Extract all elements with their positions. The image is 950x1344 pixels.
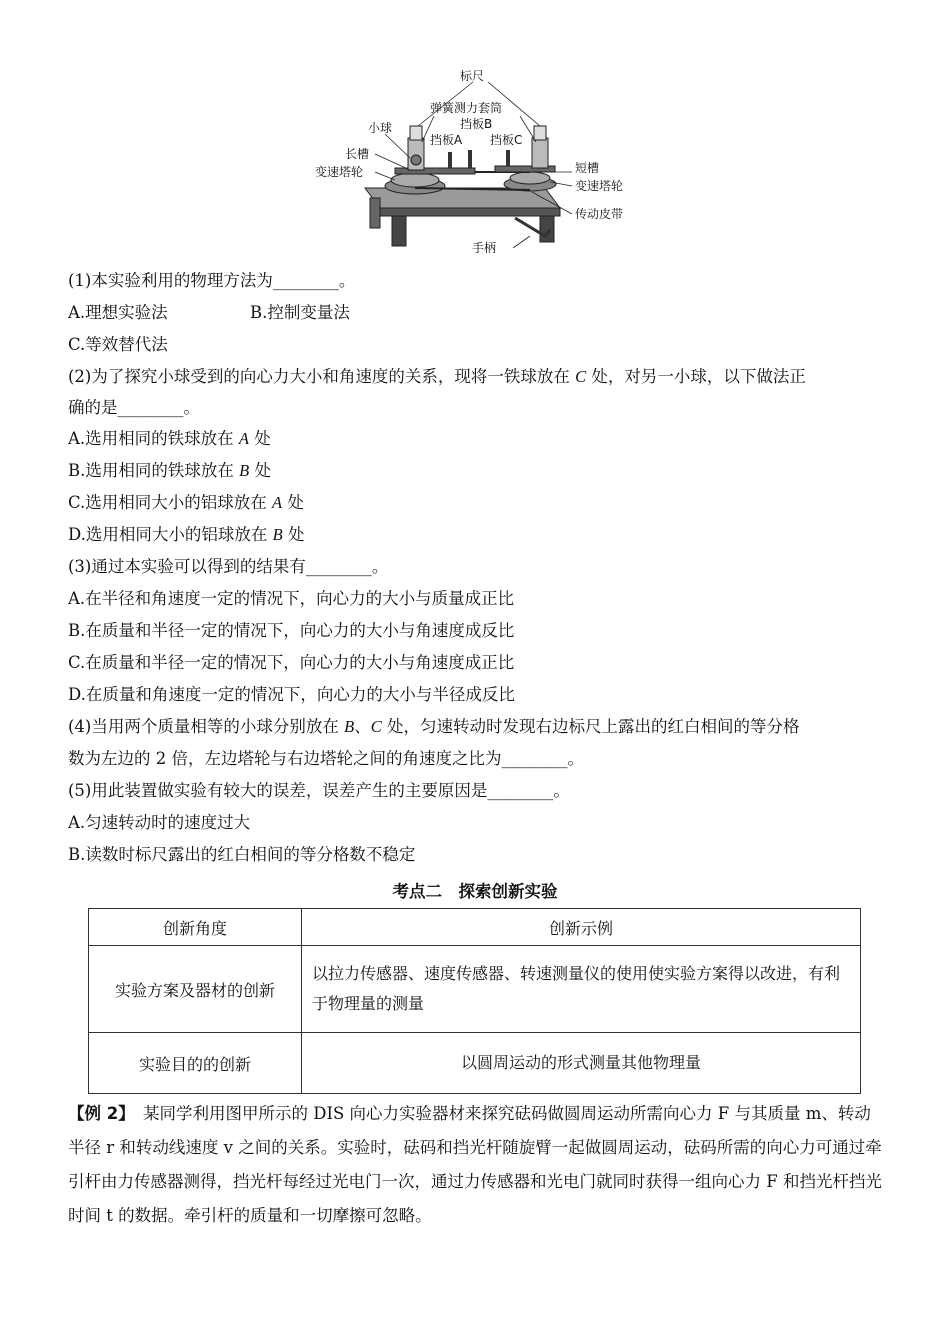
q3-option-d: D.在质量和角速度一定的情况下，向心力的大小与半径成反比 — [68, 685, 515, 704]
label-long-slot: 长槽 — [345, 147, 370, 161]
label-short-slot: 短槽 — [575, 161, 600, 175]
q1-option-b: B.控制变量法 — [250, 303, 350, 322]
innovation-table — [88, 908, 861, 1094]
q2-option-c: C.选用相同大小的铝球放在 A 处 — [68, 493, 304, 512]
label-plate-a: 挡板A — [430, 133, 463, 147]
label-crank: 手柄 — [472, 241, 497, 255]
table-cell-example: 以圆周运动的形式测量其他物理量 — [302, 1033, 861, 1094]
apparatus-diagram — [310, 68, 640, 258]
label-plate-b: 挡板B — [460, 117, 493, 131]
q3-option-c: C.在质量和半径一定的情况下，向心力的大小与角速度成正比 — [68, 653, 515, 672]
q2-stem-line1: (2)为了探究小球受到的向心力大小和角速度的关系，现将一铁球放在 C 处，对另一小球，以下做法正 — [68, 367, 806, 386]
q2-option-d: D.选用相同大小的铝球放在 B 处 — [68, 525, 305, 544]
table-header-example: 创新示例 — [302, 909, 861, 946]
label-ball: 小球 — [368, 121, 393, 135]
table-cell-example: 以拉力传感器、速度传感器、转速测量仪的使用使实验方案得以改进，有利于物理量的测量 — [302, 946, 861, 1033]
q5-option-b: B.读数时标尺露出的红白相间的等分格数不稳定 — [68, 845, 416, 864]
label-ruler: 标尺 — [460, 69, 485, 83]
table-header-row — [89, 909, 861, 946]
table-row — [89, 946, 861, 1033]
example2-tag: 【例 2】 — [68, 1104, 127, 1123]
table-header-angle: 创新角度 — [89, 909, 302, 946]
q3-stem: (3)通过本实验可以得到的结果有________。 — [68, 557, 389, 576]
section-title: 考点二 探索创新实验 — [392, 882, 558, 901]
label-pulley-left: 变速塔轮 — [315, 165, 364, 179]
table-cell-angle: 实验目的的创新 — [89, 1033, 302, 1094]
q3-option-a: A.在半径和角速度一定的情况下，向心力的大小与质量成正比 — [68, 589, 515, 608]
table-row — [89, 1033, 861, 1094]
q2-option-a: A.选用相同的铁球放在 A 处 — [68, 429, 271, 448]
table-cell-angle: 实验方案及器材的创新 — [89, 946, 302, 1033]
q1-option-c: C.等效替代法 — [68, 335, 168, 354]
q3-option-b: B.在质量和半径一定的情况下，向心力的大小与角速度成反比 — [68, 621, 515, 640]
q4-stem-line1: (4)当用两个质量相等的小球分别放在 B、C 处，匀速转动时发现右边标尺上露出的红白相间的等分格 — [68, 717, 800, 736]
q4-stem-line2: 数为左边的 2 倍，左边塔轮与右边塔轮之间的角速度之比为________。 — [68, 749, 584, 768]
label-pulley-right: 变速塔轮 — [575, 179, 624, 193]
label-belt: 传动皮带 — [575, 207, 624, 221]
example2-paragraph: 【例 2】 某同学利用图甲所示的 DIS 向心力实验器材来探究砝码做圆周运动所需向心力 F 与其质量 m、转动半径 r 和转动线速度 v 之间的关系。实验时，砝码和挡光杆随旋臂一起做圆周运动，砝码所需的向心力可通过牵引杆由力传感器测得，挡光杆每经过光电门一次，通过力传感器和光电门就同时获得一组向心力 F 和挡光杆挡光时间 t 的数据。牵引杆的质量和一切摩擦可忽略。 — [68, 1104, 882, 1225]
q2-option-b: B.选用相同的铁球放在 B 处 — [68, 461, 271, 480]
label-sleeve: 弹簧测力套筒 — [430, 101, 503, 115]
q1-stem: (1)本实验利用的物理方法为________。 — [68, 271, 356, 290]
q5-option-a: A.匀速转动时的速度过大 — [68, 813, 251, 832]
q2-stem-line2: 确的是________。 — [68, 398, 200, 417]
q1-option-a: A.理想实验法 — [68, 303, 168, 322]
apparatus-figure — [310, 68, 640, 258]
label-plate-c: 挡板C — [490, 133, 523, 147]
q5-stem: (5)用此装置做实验有较大的误差，误差产生的主要原因是________。 — [68, 781, 570, 800]
